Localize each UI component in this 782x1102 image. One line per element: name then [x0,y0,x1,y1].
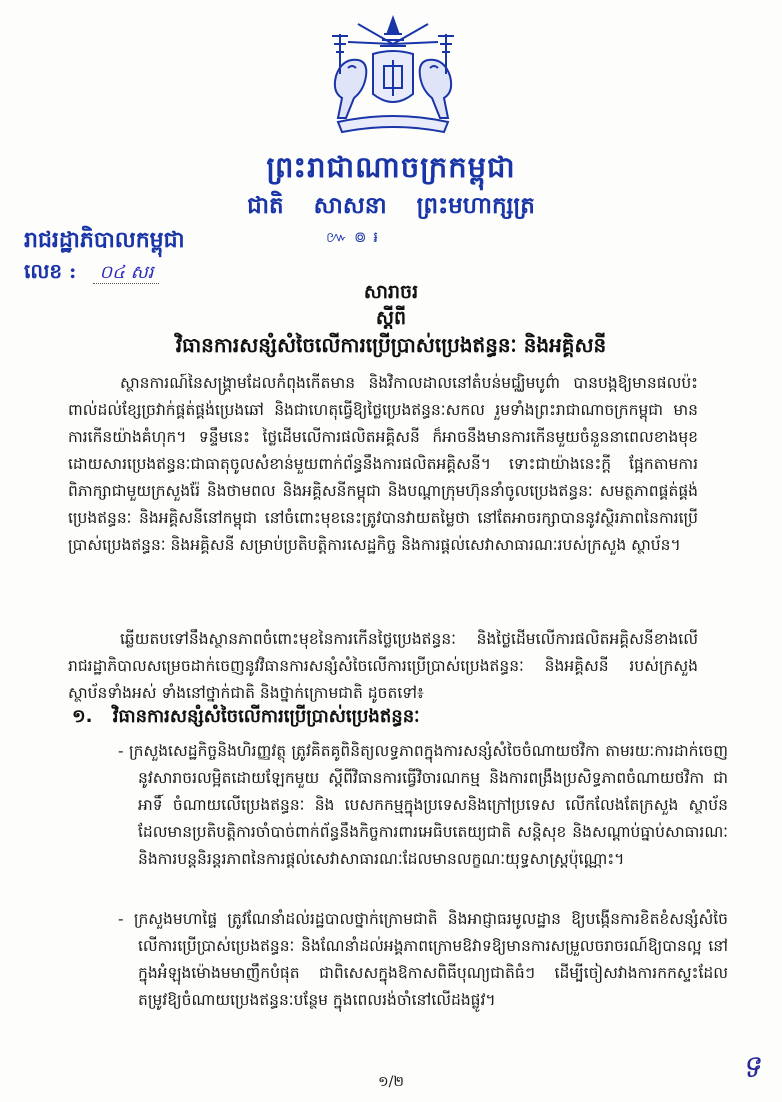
reference-value: ០៤ សរ [93,262,159,284]
issuing-government: រាជរដ្ឋាភិបាលកម្ពុជា [24,227,185,253]
document-subtitle: ស្តីពី [375,307,407,329]
section-bullet-2: - ក្រសួងមហាផ្ទៃ ត្រូវណែនាំដល់រដ្ឋបាលថ្នាក់ក្រោមជាតិ និងអាជ្ញាធរមូលដ្ឋាន ឱ្យបង្កើនការខិតខំសន្សំសំចៃលើការប្រើប្រាស់ប្រេងឥន្ធនៈ និងណែនាំដល់អង្គភាពក្រោមឱវាទឱ្យមានការសម្រួលចរាចរណ៍ឱ្យបានល្អ នៅក្នុងអំឡុងម៉ោងមមាញឹកបំផុត ជាពិសេសក្នុងឱកាសពិធីបុណ្យជាតិធំៗ ដើម្បីចៀសវាងការកកស្ទះដែលតម្រូវឱ្យចំណាយប្រេងឥន្ធនៈបន្ថែម ក្នុងពេលរង់ចាំនៅលើដងផ្លូវ។ [118,910,728,1009]
document-type: សារាចរ [363,281,419,303]
body-paragraph-1: ស្ថានការណ៍នៃសង្គ្រាមដែលកំពុងកើតមាន និងវិកាលដាលនៅតំបន់មជ្ឈិមបូព៌ា បានបង្កឱ្យមានផលប៉ះពាល់ដល់ខ្សែច្រវាក់ផ្គត់ផ្គង់ប្រេងឆៅ និងជាហេតុធ្វើឱ្យថ្លៃប្រេងឥន្ធនៈសកល រួមទាំងព្រះរាជាណាចក្រកម្ពុជា មានការកើនយ៉ាងគំហុក។ ទន្ទឹមនេះ ថ្លៃដើមលើការផលិតអគ្គិសនី ក៏អាចនឹងមានការកើនមួយចំនួននាពេលខាងមុខ ដោយសារប្រេងឥន្ធនៈជាធាតុចូលសំខាន់មួយពាក់ព័ន្ធនឹងការផលិតអគ្គិសនី។ ទោះជាយ៉ាងនេះក្តី ផ្អែកតាមការពិភាក្សាជាមួយក្រសួងរ៉ែ និងថាមពល និងអគ្គិសនីកម្ពុជា និងបណ្តាក្រុមហ៊ុននាំចូលប្រេងឥន្ធនៈ សមត្ថភាពផ្គត់ផ្គង់ប្រេងឥន្ធនៈ និងអគ្គិសនីនៅកម្ពុជា នៅចំពោះមុខនេះត្រូវបានវាយតម្លៃថា នៅតែអាចរក្សាបាននូវស្ថិរភាពនៃការប្រើប្រាស់ប្រេងឥន្ធនៈ និងអគ្គិសនី សម្រាប់ប្រតិបត្តិការសេដ្ឋកិច្ច និងការផ្តល់សេវាសាធារណៈរបស់ក្រសួង ស្ថាប័ន។ [68,374,698,554]
page-number: ១/២ [378,1074,404,1090]
royal-coat-of-arms-emblem [318,14,468,142]
national-motto: ជាតិ សាសនា ព្រះមហាក្សត្រ [247,192,535,219]
section-heading-text: វិធានការសន្សំសំចៃលើការប្រើប្រាស់ប្រេងឥន្ធនៈ [112,706,420,727]
reference-label: លេខ : [24,259,77,283]
decorative-ornament: ៚ ៙ ៛ [326,228,379,246]
body-paragraph-2: ឆ្លើយតបទៅនឹងស្ថានភាពចំពោះមុខនៃការកើនថ្លៃប្រេងឥន្ធនៈ និងថ្លៃដើមលើការផលិតអគ្គិសនីខាងលើ រាជរដ្ឋាភិបាលសម្រេចដាក់ចេញនូវវិធានការសន្សំសំចៃលើការប្រើប្រាស់ប្រេងឥន្ធនៈ និងអគ្គិសនី របស់ក្រសួង ស្ថាប័នទាំងអស់ ទាំងនៅថ្នាក់ជាតិ និងថ្នាក់ក្រោមជាតិ ដូចតទៅ៖ [68,630,698,702]
handwritten-initial: ទ [739,1048,764,1087]
document-title: វិធានការសន្សំសំចៃលើការប្រើប្រាស់ប្រេងឥន្ធនៈ និងអគ្គិសនី [175,333,607,357]
section-heading-1 [72,704,420,731]
section-number: ១. [72,706,93,727]
kingdom-title: ព្រះរាជាណាចក្រកម្ពុជា [266,150,516,184]
section-bullet-1: - ក្រសួងសេដ្ឋកិច្ចនិងហិរញ្ញវត្ថុ ត្រូវគិតគូពិនិត្យលទ្ធភាពក្នុងការសន្សំសំចៃចំណាយថវិកា តាមរយៈការដាក់ចេញនូវសារាចរលម្អិតដោយឡែកមួយ ស្តីពីវិធានការធ្វើវិចារណកម្ម និងការពង្រឹងប្រសិទ្ធភាពចំណាយថវិកា ជាអាទិ៍ ចំណាយលើប្រេងឥន្ធនៈ និង បេសកកម្មក្នុងប្រទេសនិងក្រៅប្រទេស លើកលែងតែក្រសួង ស្ថាប័ន ដែលមានប្រតិបត្តិការចាំបាច់ពាក់ព័ន្ធនឹងកិច្ចការពារអេធិបតេយ្យជាតិ សន្តិសុខ និងសណ្តាប់ធ្នាប់សាធារណៈ និងការបន្តនិរន្តរភាពនៃការផ្តល់សេវាសាធារណៈដែលមានលក្ខណៈយុទ្ធសាស្ត្រប៉ុណ្ណោះ។ [118,742,728,868]
